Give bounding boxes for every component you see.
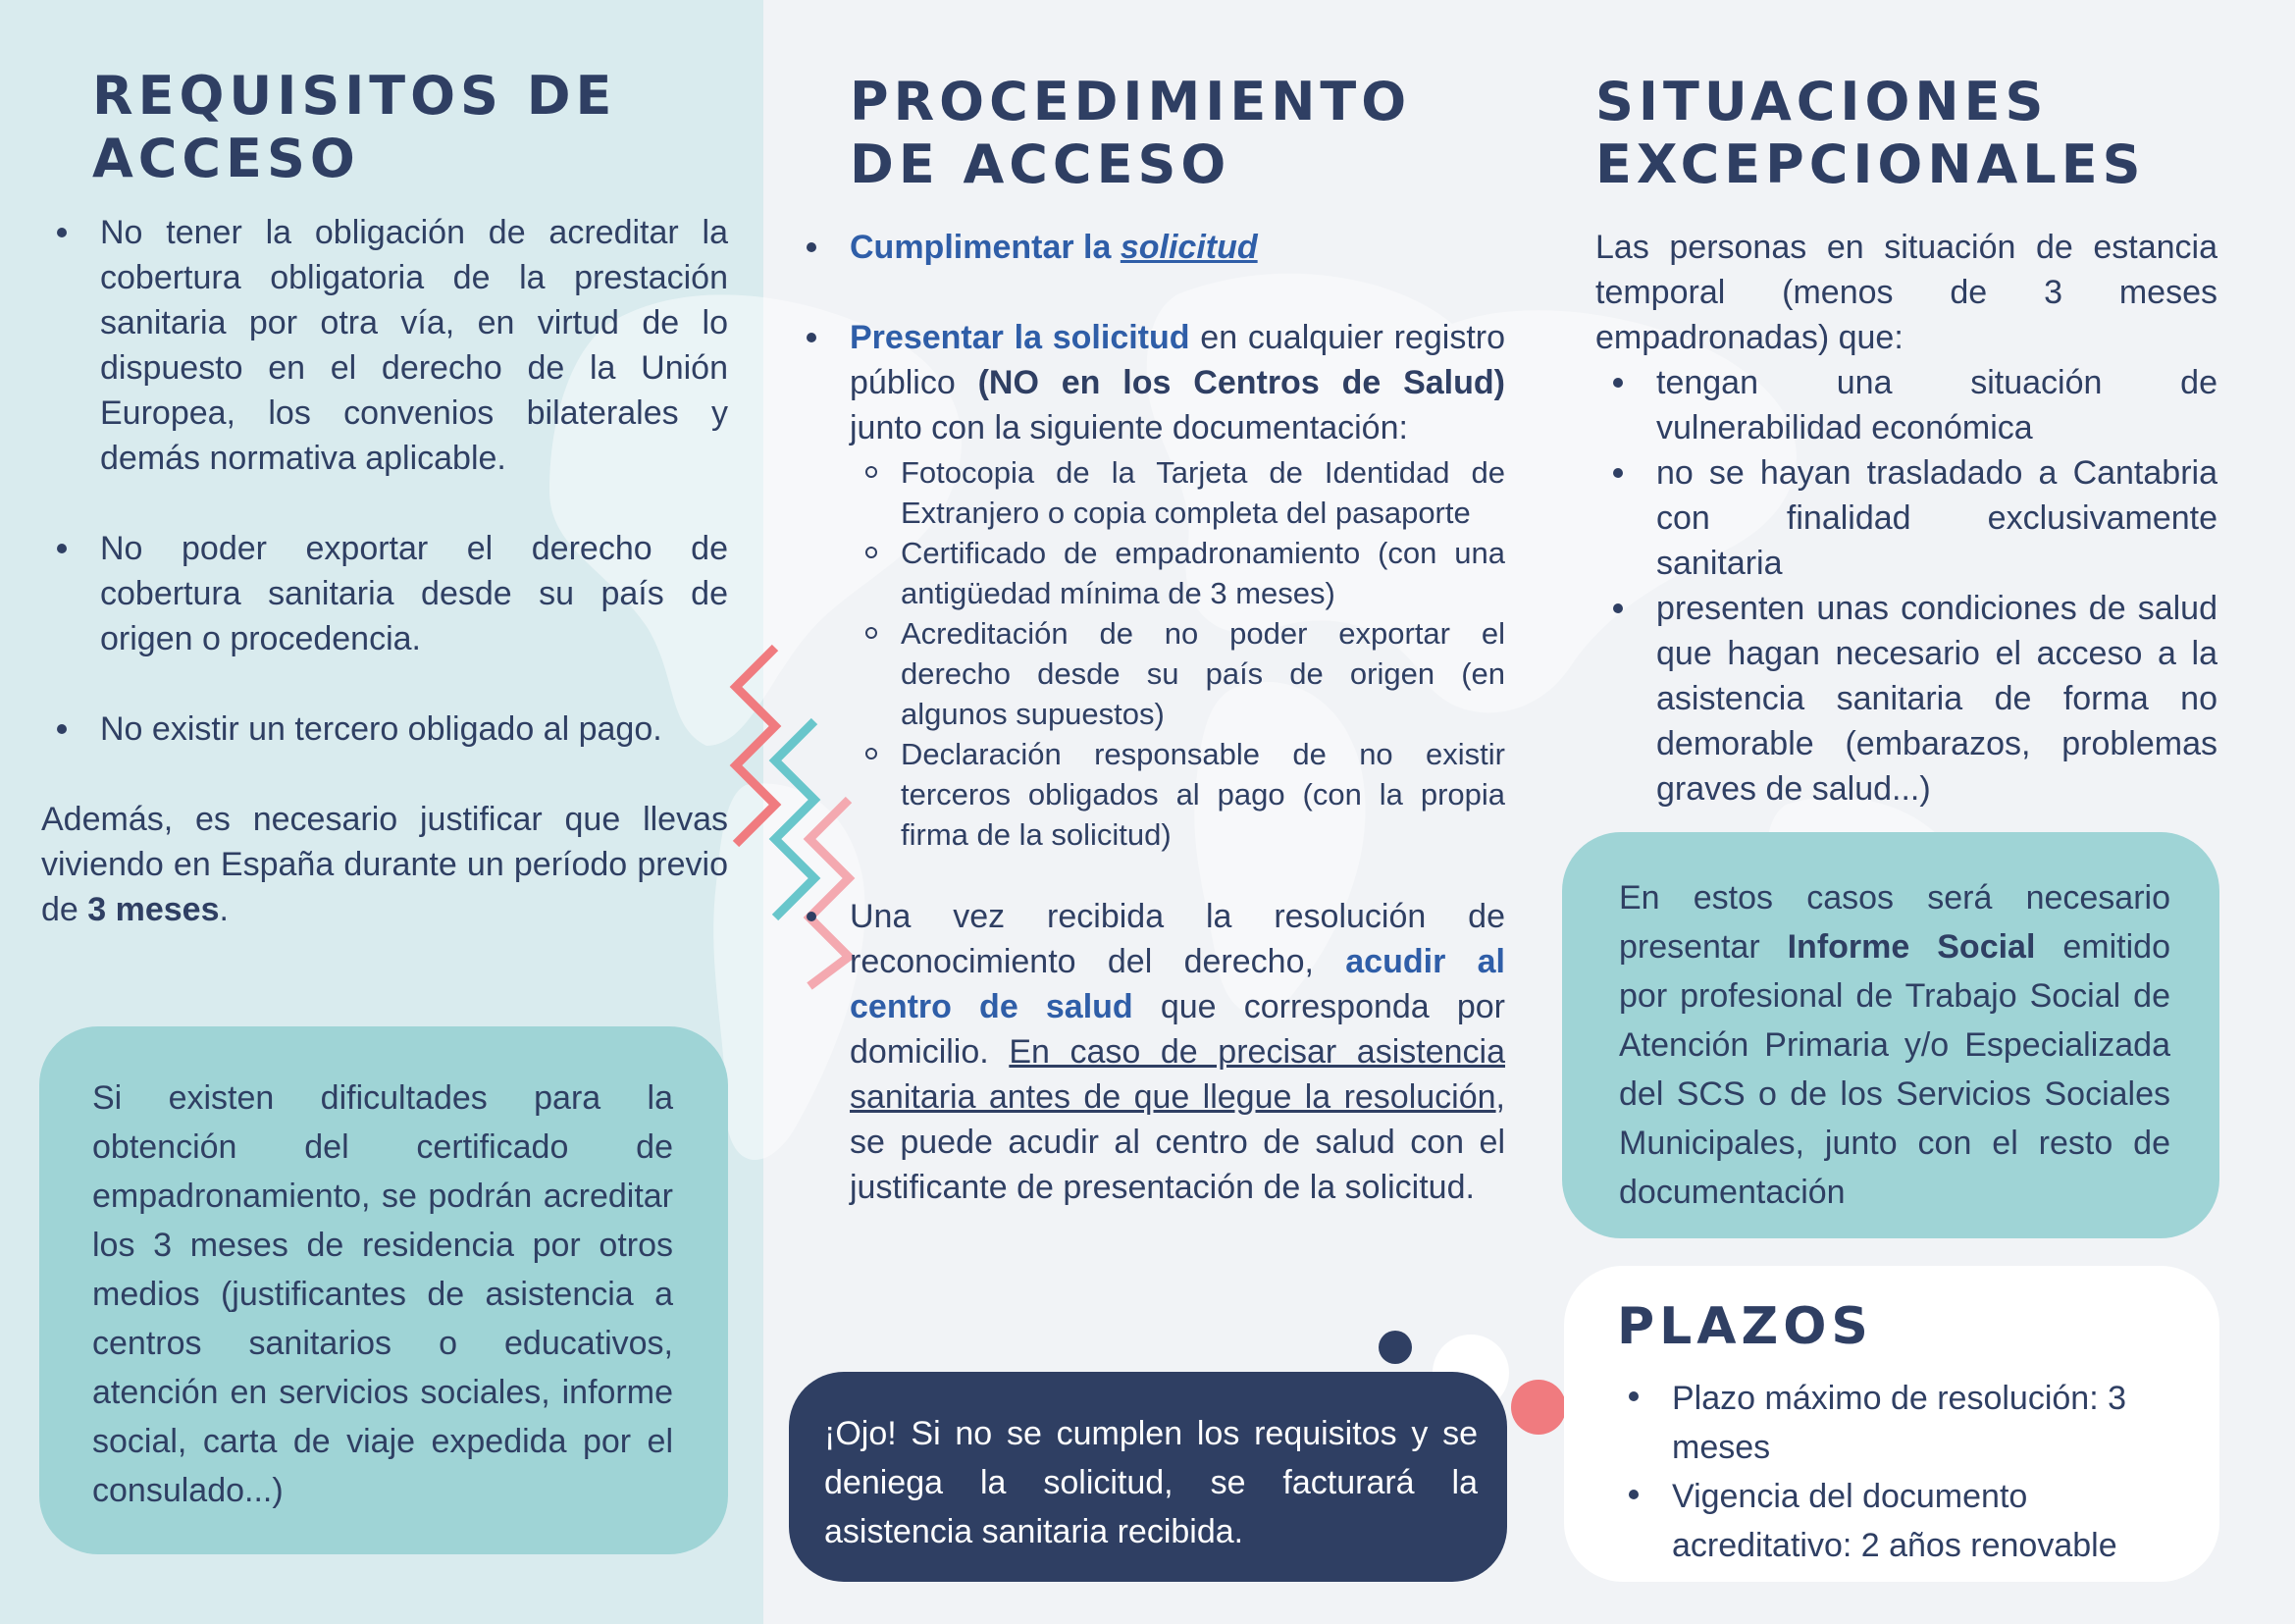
red-circle-decoration <box>1511 1380 1566 1435</box>
bold-text: Informe Social <box>1787 928 2036 966</box>
navy-dot-decoration <box>1379 1331 1412 1364</box>
bold-text: (NO en los Centros de Salud) <box>977 364 1505 401</box>
requisitos-heading <box>92 65 616 190</box>
list-item <box>791 894 1505 1210</box>
list-item: Plazo máximo de resolución: 3 meses <box>1613 1374 2190 1472</box>
heading-line: SITUACIONES <box>1595 71 2049 132</box>
list-item: Certificado de empadronamiento (con una antigüedad mínima de 3 meses) <box>850 533 1505 613</box>
list-item <box>791 225 1505 270</box>
text-segment: Cumplimentar la <box>850 229 1121 266</box>
heading-line: PROCEDIMIENTO <box>850 71 1412 132</box>
informe-social-box <box>1562 832 2219 1238</box>
documentation-list <box>850 452 1505 855</box>
warning-text: ¡Ojo! Si no se cumplen los requisitos y se deniega la solicitud, se facturará la asistencia sanitaria recibida. <box>824 1415 1478 1550</box>
list-item: Acreditación de no poder exportar el derecho desde su país de origen (en algunos supuestos) <box>850 613 1505 734</box>
list-item: no se hayan trasladado a Cantabria con finalidad exclusivamente sanitaria <box>1597 450 2217 586</box>
underlined-text: En caso de precisar asistencia sanitaria antes de que llegue la resolución <box>850 1033 1505 1116</box>
plazos-box <box>1564 1266 2219 1582</box>
bold-text: 3 meses <box>87 891 220 928</box>
box-text: Si existen dificultades para la obtención del certificado de empadronamiento, se podrán acreditar los 3 meses de residencia por otros medios (justificantes de asistencia a centros sanitarios o educativos, atención en servicios sociales, informe social, carta de viaje expedida por el consulado...) <box>92 1079 673 1509</box>
list-item <box>791 315 1505 855</box>
text-segment: acudir al centro de salud <box>850 943 1505 1025</box>
warning-box <box>789 1372 1507 1582</box>
heading-line: REQUISITOS DE <box>92 65 617 127</box>
empadronamiento-info-box <box>39 1026 728 1554</box>
heading-line: ACCESO <box>92 128 360 189</box>
procedimiento-list-section <box>791 225 1505 1210</box>
heading-line: EXCEPCIONALES <box>1595 133 2146 195</box>
text-segment: , se puede acudir al centro de salud con el justificante de presentación de la solicitud. <box>850 1078 1505 1206</box>
list-item: No existir un tercero obligado al pago. <box>41 707 728 752</box>
plazos-heading: PLAZOS <box>1617 1297 1873 1356</box>
text-segment: Una vez recibida la resolución de reconocimiento del derecho, <box>850 898 1505 980</box>
text-segment: en cualquier registro público <box>850 319 1505 401</box>
requisitos-list-section <box>41 210 728 932</box>
text-segment: Además, es necesario justificar que llevas viviendo en España durante un período previo de <box>41 801 728 928</box>
list-item: tengan una situación de vulnerabilidad económica <box>1597 360 2217 450</box>
residence-requirement-text <box>41 797 728 932</box>
procedimiento-heading <box>850 71 1411 196</box>
text-segment: que corresponda por domicilio. <box>850 988 1506 1071</box>
informe-social-text <box>1619 873 2170 1217</box>
list-item: No poder exportar el derecho de cobertura sanitaria desde su país de origen o procedencia. <box>41 526 728 661</box>
plazos-list <box>1613 1374 2190 1570</box>
text-segment: . <box>219 891 229 928</box>
situaciones-intro: Las personas en situación de estancia temporal (menos de 3 meses empadronadas) que: <box>1595 229 2217 356</box>
requisitos-list <box>41 210 728 752</box>
text-segment: junto con la siguiente documentación: <box>850 409 1408 446</box>
list-item: Fotocopia de la Tarjeta de Identidad de Extranjero o copia completa del pasaporte <box>850 452 1505 533</box>
heading-line: DE ACCESO <box>850 133 1231 195</box>
procedimiento-list <box>791 225 1505 1210</box>
solicitud-link[interactable]: solicitud <box>1120 229 1258 266</box>
situaciones-section <box>1595 225 2217 812</box>
list-item: Declaración responsable de no existir terceros obligados al pago (con la propia firma de la solicitud) <box>850 734 1505 855</box>
list-item: presenten unas condiciones de salud que hagan necesario el acceso a la asistencia sanitaria de forma no demorable (embarazos, problemas graves de salud...) <box>1597 586 2217 812</box>
text-segment: Presentar la solicitud <box>850 319 1190 356</box>
text-segment: En estos casos será necesario presentar <box>1619 879 2170 966</box>
situaciones-heading <box>1595 71 2146 196</box>
situaciones-list <box>1597 360 2217 812</box>
list-item: Vigencia del documento acreditativo: 2 años renovable <box>1613 1472 2190 1570</box>
list-item: No tener la obligación de acreditar la cobertura obligatoria de la prestación sanitaria por otra vía, en virtud de lo dispuesto en el derecho de la Unión Europea, los convenios bilaterales y demás normativa aplicable. <box>41 210 728 481</box>
text-segment: emitido por profesional de Trabajo Social de Atención Primaria y/o Especializada del SCS o de los Servicios Sociales Municipales, junto con el resto de documentación <box>1619 928 2170 1211</box>
